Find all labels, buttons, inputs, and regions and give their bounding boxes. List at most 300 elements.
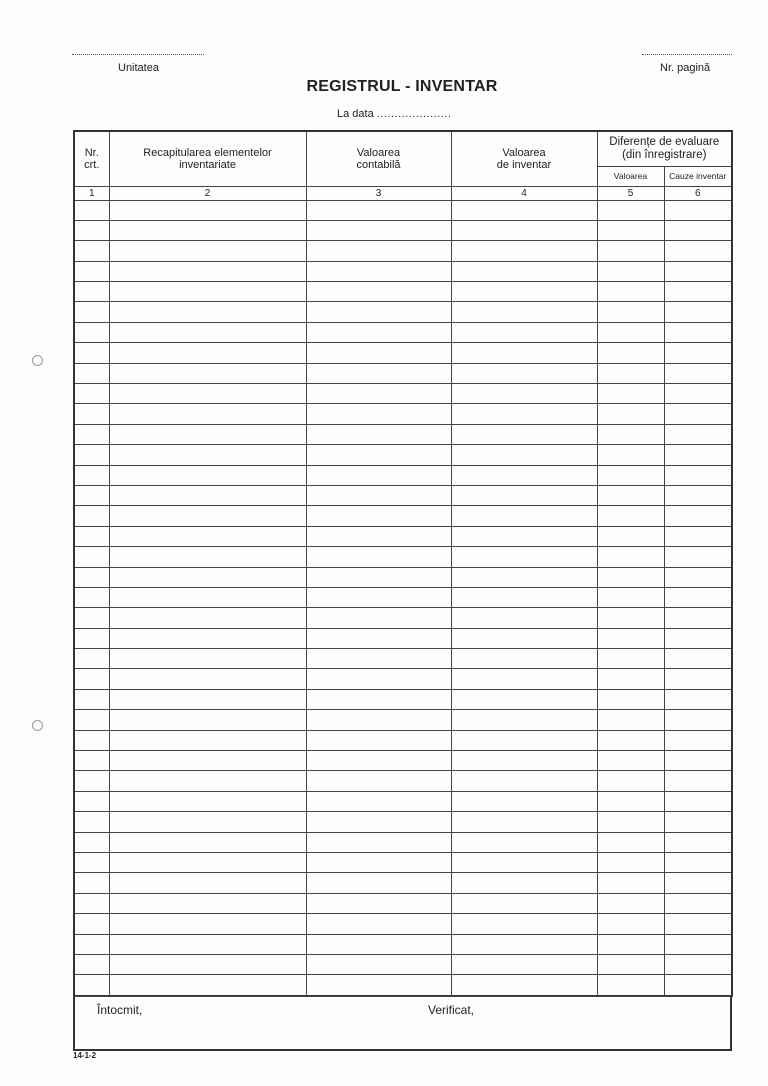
table-cell[interactable] [451,547,597,567]
table-cell[interactable] [451,975,597,996]
table-cell[interactable] [74,914,109,934]
table-cell[interactable] [664,241,732,261]
table-cell[interactable] [597,710,664,730]
table-cell[interactable] [597,485,664,505]
prepared-by-label: Întocmit, [97,1003,143,1017]
table-cell[interactable] [109,812,306,832]
table-cell[interactable] [74,934,109,954]
table-cell[interactable] [74,730,109,750]
table-cell[interactable] [597,465,664,485]
table-cell[interactable] [109,710,306,730]
table-cell[interactable] [597,975,664,996]
table-cell[interactable] [451,812,597,832]
table-cell[interactable] [664,934,732,954]
inventory-table [73,130,733,997]
table-cell[interactable] [74,241,109,261]
table-cell[interactable] [306,547,451,567]
table-cell[interactable] [597,873,664,893]
date-label: La data [337,108,374,120]
table-cell[interactable] [597,261,664,281]
table-cell[interactable] [451,302,597,322]
table-cell[interactable] [109,853,306,873]
table-cell[interactable] [451,343,597,363]
table-cell[interactable] [109,689,306,709]
table-cell[interactable] [664,954,732,974]
table-cell[interactable] [451,954,597,974]
table-row [74,220,732,240]
table-cell[interactable] [664,730,732,750]
table-cell[interactable] [597,404,664,424]
table-cell[interactable] [451,853,597,873]
table-row [74,628,732,648]
table-cell[interactable] [664,751,732,771]
column-number: 6 [664,186,732,200]
table-cell[interactable] [306,220,451,240]
table-cell[interactable] [664,465,732,485]
table-cell[interactable] [597,934,664,954]
table-cell[interactable] [664,873,732,893]
table-cell[interactable] [74,404,109,424]
table-row [74,404,732,424]
table-row [74,812,732,832]
table-cell[interactable] [306,791,451,811]
table-cell[interactable] [109,649,306,669]
table-cell[interactable] [451,669,597,689]
table-cell[interactable] [74,506,109,526]
table-cell[interactable] [451,506,597,526]
table-cell[interactable] [109,302,306,322]
table-cell[interactable] [74,302,109,322]
table-cell[interactable] [306,465,451,485]
table-cell[interactable] [109,914,306,934]
table-cell[interactable] [109,485,306,505]
column-number: 1 [74,186,109,200]
table-cell[interactable] [451,710,597,730]
table-cell[interactable] [74,465,109,485]
table-row [74,771,732,791]
table-cell[interactable] [664,363,732,383]
signature-area [73,996,732,1051]
table-cell[interactable] [109,384,306,404]
table-cell[interactable] [306,853,451,873]
table-cell[interactable] [109,771,306,791]
table-cell[interactable] [597,791,664,811]
table-cell[interactable] [109,445,306,465]
table-cell[interactable] [597,343,664,363]
table-cell[interactable] [451,689,597,709]
table-cell[interactable] [451,914,597,934]
table-cell[interactable] [74,853,109,873]
table-cell[interactable] [109,282,306,302]
table-row [74,200,732,220]
table-cell[interactable] [664,343,732,363]
table-cell[interactable] [74,832,109,852]
table-cell[interactable] [109,526,306,546]
table-cell[interactable] [74,547,109,567]
table-cell[interactable] [306,587,451,607]
table-cell[interactable] [451,424,597,444]
table-cell[interactable] [306,914,451,934]
table-cell[interactable] [597,587,664,607]
table-row [74,465,732,485]
table-cell[interactable] [306,506,451,526]
table-row [74,689,732,709]
table-row [74,975,732,996]
table-cell[interactable] [597,526,664,546]
table-cell[interactable] [74,628,109,648]
header-inventory-causes: Cauze inventar [664,166,732,186]
table-cell[interactable] [74,445,109,465]
table-row [74,751,732,771]
table-cell[interactable] [74,608,109,628]
table-cell[interactable] [664,526,732,546]
table-row [74,649,732,669]
table-cell[interactable] [74,689,109,709]
table-cell[interactable] [451,893,597,913]
header-book-value: Valoarea contabilă [306,131,451,186]
table-cell[interactable] [306,649,451,669]
table-cell[interactable] [597,241,664,261]
table-cell[interactable] [451,771,597,791]
table-cell[interactable] [74,649,109,669]
table-row [74,853,732,873]
table-cell[interactable] [109,893,306,913]
table-cell[interactable] [597,954,664,974]
table-cell[interactable] [451,220,597,240]
table-cell[interactable] [306,261,451,281]
table-cell[interactable] [109,873,306,893]
table-cell[interactable] [306,628,451,648]
table-cell[interactable] [451,241,597,261]
header-evaluation-differences: Diferențe de evaluare (din înregistrare) [597,131,732,166]
table-cell[interactable] [597,506,664,526]
table-cell[interactable] [597,628,664,648]
table-row [74,302,732,322]
table-cell[interactable] [451,832,597,852]
table-cell[interactable] [664,853,732,873]
date-field[interactable]: ..................... [376,108,452,120]
table-row [74,934,732,954]
table-cell[interactable] [109,363,306,383]
table-cell[interactable] [597,914,664,934]
table-cell[interactable] [451,282,597,302]
table-cell[interactable] [597,363,664,383]
table-cell[interactable] [451,791,597,811]
table-cell[interactable] [306,812,451,832]
table-cell[interactable] [451,628,597,648]
table-cell[interactable] [664,282,732,302]
header-inventory-value: Valoarea de inventar [451,131,597,186]
table-cell[interactable] [306,771,451,791]
table-cell[interactable] [109,587,306,607]
header-recapitulation: Recapitularea elementelor inventariate [109,131,306,186]
table-row [74,567,732,587]
table-cell[interactable] [664,587,732,607]
table-cell[interactable] [306,302,451,322]
table-cell[interactable] [306,975,451,996]
table-cell[interactable] [664,302,732,322]
table-cell[interactable] [306,526,451,546]
unit-label: Unitatea [118,62,159,74]
verified-by-label: Verificat, [428,1003,475,1017]
table-cell[interactable] [109,669,306,689]
table-cell[interactable] [597,567,664,587]
table-cell[interactable] [74,710,109,730]
table-cell[interactable] [306,893,451,913]
table-cell[interactable] [306,445,451,465]
table-cell[interactable] [74,771,109,791]
table-cell[interactable] [597,771,664,791]
table-cell[interactable] [306,343,451,363]
table-cell[interactable] [664,404,732,424]
table-cell[interactable] [109,730,306,750]
table-cell[interactable] [109,628,306,648]
page-number-label: Nr. pagină [660,62,711,74]
table-cell[interactable] [74,873,109,893]
table-cell[interactable] [597,730,664,750]
table-cell[interactable] [109,547,306,567]
table-cell[interactable] [109,200,306,220]
table-cell[interactable] [109,751,306,771]
table-cell[interactable] [306,282,451,302]
unit-field-line[interactable] [72,54,204,55]
table-row [74,791,732,811]
table-cell[interactable] [109,791,306,811]
table-cell[interactable] [664,322,732,342]
table-cell[interactable] [109,343,306,363]
table-row [74,322,732,342]
table-cell[interactable] [451,384,597,404]
table-cell[interactable] [664,200,732,220]
table-cell[interactable] [74,893,109,913]
table-cell[interactable] [664,608,732,628]
column-number: 5 [597,186,664,200]
table-cell[interactable] [451,608,597,628]
table-cell[interactable] [109,608,306,628]
table-cell[interactable] [664,424,732,444]
table-cell[interactable] [74,384,109,404]
table-row [74,363,732,383]
table-cell[interactable] [664,914,732,934]
table-cell[interactable] [306,241,451,261]
punch-hole-icon [32,720,43,731]
table-cell[interactable] [74,200,109,220]
table-cell[interactable] [664,832,732,852]
table-cell[interactable] [451,322,597,342]
table-cell[interactable] [597,220,664,240]
table-cell[interactable] [664,384,732,404]
table-row [74,832,732,852]
table-row [74,669,732,689]
table-row [74,893,732,913]
table-cell[interactable] [74,282,109,302]
column-number-row [74,186,732,200]
table-cell[interactable] [74,954,109,974]
table-cell[interactable] [664,689,732,709]
table-cell[interactable] [451,445,597,465]
table-cell[interactable] [306,730,451,750]
table-cell[interactable] [306,689,451,709]
form-code: 14-1-2 [73,1051,97,1060]
table-cell[interactable] [451,465,597,485]
table-row [74,547,732,567]
table-cell[interactable] [109,261,306,281]
table-cell[interactable] [664,547,732,567]
table-cell[interactable] [664,669,732,689]
table-cell[interactable] [74,343,109,363]
page-title: REGISTRUL - INVENTAR [306,78,498,95]
table-row [74,445,732,465]
table-cell[interactable] [109,241,306,261]
table-cell[interactable] [74,751,109,771]
table-row [74,954,732,974]
table-cell[interactable] [451,526,597,546]
table-cell[interactable] [74,791,109,811]
table-cell[interactable] [109,954,306,974]
date-row [337,108,451,120]
table-cell[interactable] [664,771,732,791]
header-difference-value: Valoarea [597,166,664,186]
table-cell[interactable] [74,669,109,689]
table-cell[interactable] [74,220,109,240]
column-number: 4 [451,186,597,200]
column-number: 2 [109,186,306,200]
table-cell[interactable] [451,587,597,607]
punch-hole-icon [32,355,43,366]
table-cell[interactable] [664,261,732,281]
table-cell[interactable] [597,445,664,465]
table-cell[interactable] [451,261,597,281]
table-cell[interactable] [306,832,451,852]
table-row [74,485,732,505]
table-cell[interactable] [664,220,732,240]
table-row [74,914,732,934]
table-cell[interactable] [74,485,109,505]
table-cell[interactable] [109,934,306,954]
table-cell[interactable] [451,567,597,587]
table-cell[interactable] [451,751,597,771]
table-cell[interactable] [597,424,664,444]
table-cell[interactable] [74,526,109,546]
table-row [74,282,732,302]
table-cell[interactable] [664,485,732,505]
table-cell[interactable] [664,649,732,669]
table-cell[interactable] [451,649,597,669]
table-cell[interactable] [74,587,109,607]
table-cell[interactable] [597,812,664,832]
table-cell[interactable] [597,832,664,852]
table-row [74,710,732,730]
table-cell[interactable] [597,689,664,709]
table-cell[interactable] [664,567,732,587]
table-cell[interactable] [597,322,664,342]
table-cell[interactable] [664,628,732,648]
table-cell[interactable] [109,424,306,444]
table-row [74,424,732,444]
table-cell[interactable] [451,404,597,424]
table-cell[interactable] [451,934,597,954]
table-cell[interactable] [664,893,732,913]
table-cell[interactable] [664,506,732,526]
table-cell[interactable] [597,282,664,302]
table-cell[interactable] [74,424,109,444]
table-cell[interactable] [306,363,451,383]
table-cell[interactable] [306,710,451,730]
table-row [74,526,732,546]
table-cell[interactable] [664,445,732,465]
table-cell[interactable] [109,465,306,485]
table-cell[interactable] [597,649,664,669]
table-row [74,873,732,893]
table-cell[interactable] [306,384,451,404]
table-cell[interactable] [74,812,109,832]
table-cell[interactable] [306,200,451,220]
table-cell[interactable] [109,404,306,424]
table-cell[interactable] [451,873,597,893]
table-cell[interactable] [306,934,451,954]
table-cell[interactable] [74,975,109,996]
table-cell[interactable] [306,485,451,505]
table-cell[interactable] [451,200,597,220]
page-number-field-line[interactable] [642,54,732,55]
table-cell[interactable] [74,567,109,587]
table-cell[interactable] [109,506,306,526]
table-cell[interactable] [109,220,306,240]
table-cell[interactable] [74,322,109,342]
table-cell[interactable] [306,404,451,424]
table-cell[interactable] [597,853,664,873]
table-cell[interactable] [306,322,451,342]
table-cell[interactable] [597,384,664,404]
table-row [74,261,732,281]
table-row [74,506,732,526]
table-row [74,587,732,607]
table-cell[interactable] [597,751,664,771]
table-cell[interactable] [306,567,451,587]
table-cell[interactable] [451,363,597,383]
table-cell[interactable] [306,424,451,444]
table-cell[interactable] [664,710,732,730]
table-cell[interactable] [597,200,664,220]
table-row [74,608,732,628]
table-cell[interactable] [451,485,597,505]
table-cell[interactable] [597,302,664,322]
table-cell[interactable] [74,363,109,383]
table-cell[interactable] [306,669,451,689]
table-cell[interactable] [109,567,306,587]
table-cell[interactable] [597,669,664,689]
table-cell[interactable] [306,954,451,974]
table-cell[interactable] [451,730,597,750]
table-cell[interactable] [74,261,109,281]
table-cell[interactable] [664,791,732,811]
table-cell[interactable] [597,547,664,567]
table-cell[interactable] [306,608,451,628]
table-cell[interactable] [306,873,451,893]
table-row [74,343,732,363]
header-nr-crt: Nr. crt. [74,131,109,186]
table-cell[interactable] [109,975,306,996]
table-cell[interactable] [109,322,306,342]
table-cell[interactable] [664,975,732,996]
table-cell[interactable] [664,812,732,832]
table-cell[interactable] [109,832,306,852]
table-row [74,241,732,261]
table-cell[interactable] [597,893,664,913]
table-row [74,730,732,750]
table-cell[interactable] [306,751,451,771]
table-cell[interactable] [597,608,664,628]
